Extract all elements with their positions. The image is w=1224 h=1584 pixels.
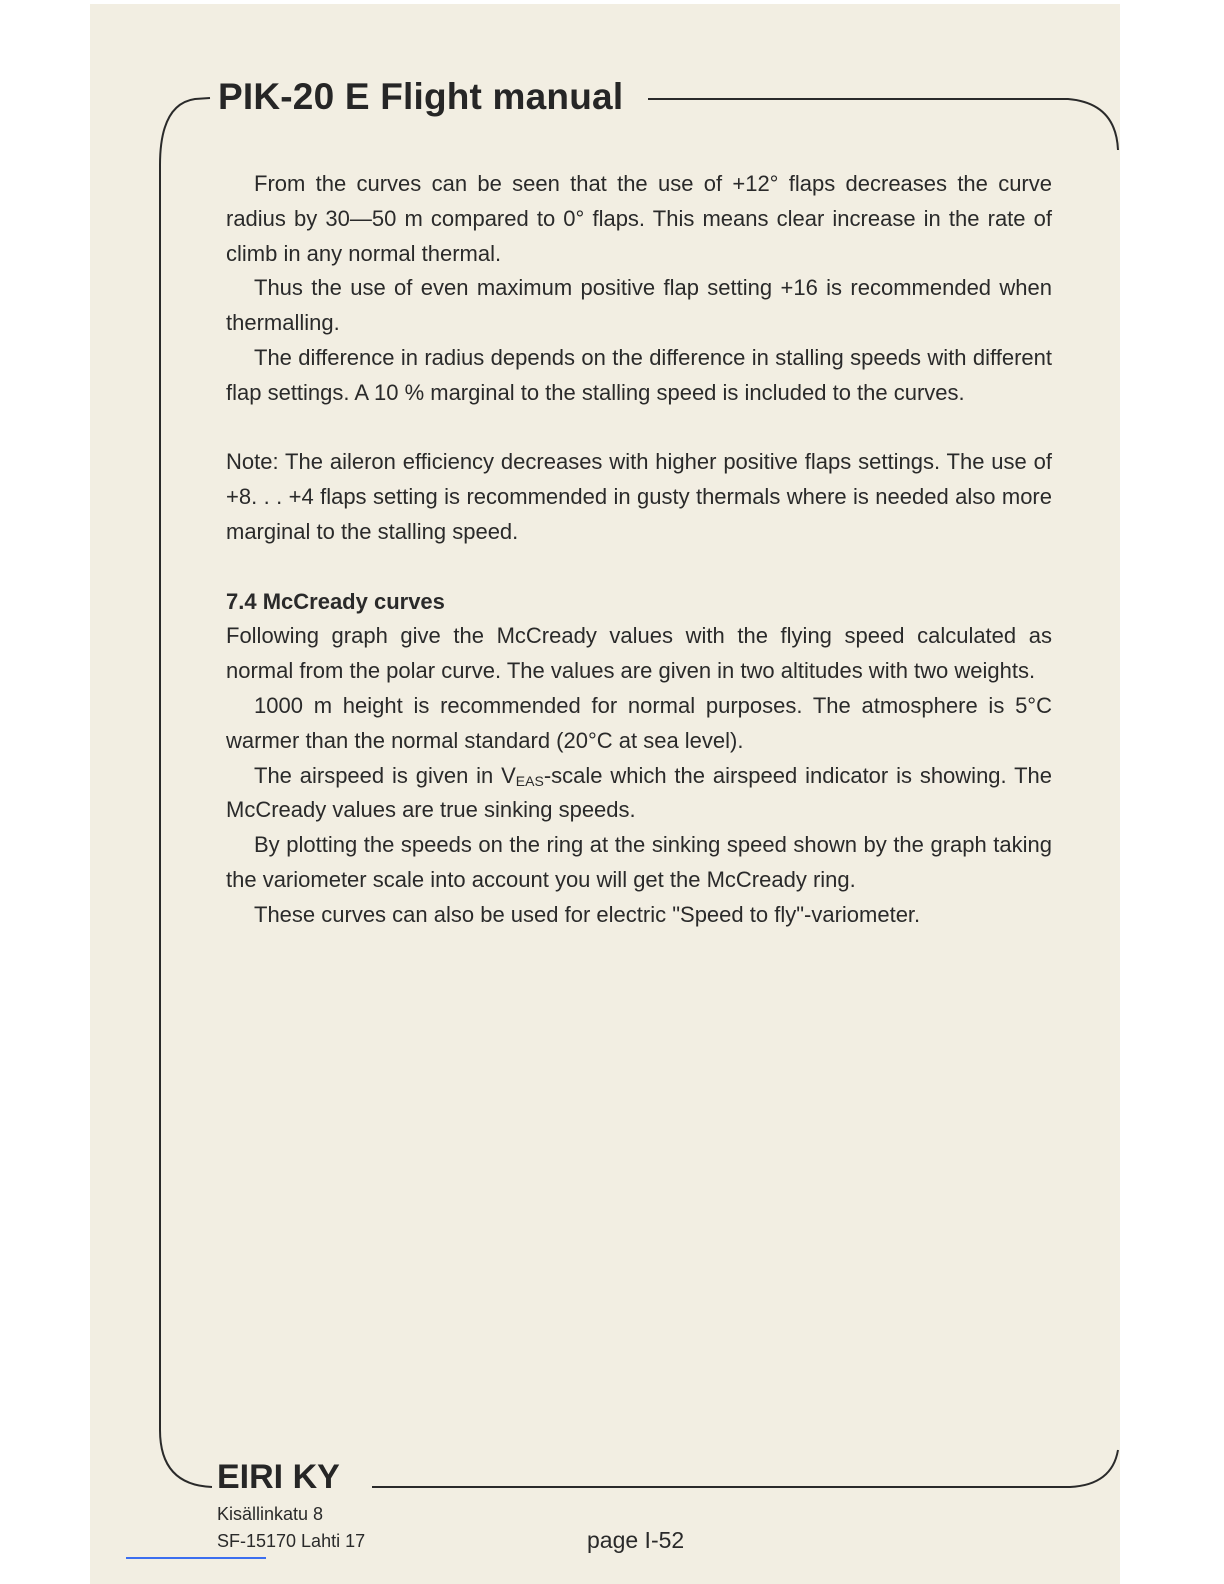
body-text (226, 167, 1052, 933)
address-street: Kisällinkatu 8 (217, 1504, 324, 1524)
paragraph-ring: By plotting the speeds on the ring at the sinking speed shown by the graph taking the variometer scale into account you will get the McCready ring. (226, 832, 1052, 892)
company-name: EIRI KY (217, 1458, 340, 1496)
link-underline (126, 1557, 266, 1559)
paragraph-max-flap: Thus the use of even maximum positive flap setting +16 is recommended when thermalling. (226, 275, 1052, 336)
airspeed-text-end: -scale which the airspeed indicator is showing. The McCready values are true sinking speeds. (226, 762, 1052, 823)
page-number: page I-52 (587, 1527, 685, 1553)
address-city: SF-15170 Lahti 17 (217, 1531, 366, 1551)
note-aileron: Note: The aileron efficiency decreases with higher positive flaps settings. The use of +8. . . +4 flaps setting is recommended in gusty thermals where is needed also more marginal to the stalling speed. (226, 449, 1052, 544)
paragraph-height: 1000 m height is recommended for normal purposes. The atmosphere is 5°C warmer than the normal standard (20°C at sea level). (226, 692, 1052, 753)
paragraph-flaps-radius: From the curves can be seen that the use of +12° flaps decreases the curve radius by 30—50 m compared to 0° flaps. This means clear increase in the rate of climb in any normal thermal. (226, 171, 1052, 266)
section-heading: 7.4 McCready curves (226, 588, 445, 614)
paragraph-mccready-graph: Following graph give the McCready values with the flying speed calculated as normal from the polar curve. The values are given in two altitudes with two weights. (226, 623, 1052, 684)
page-title: PIK-20 E Flight manual (218, 76, 624, 117)
paragraph-variometer: These curves can also be used for electric "Speed to fly"-variometer. (254, 901, 921, 927)
paragraph-stall-difference: The difference in radius depends on the difference in stalling speeds with different flap settings. A 10 % marginal to the stalling speed is included to the curves. (226, 344, 1052, 405)
eas-subscript: EAS (515, 772, 544, 789)
airspeed-text-start: The airspeed is given in V (254, 762, 516, 788)
paragraph-airspeed (226, 759, 1052, 829)
